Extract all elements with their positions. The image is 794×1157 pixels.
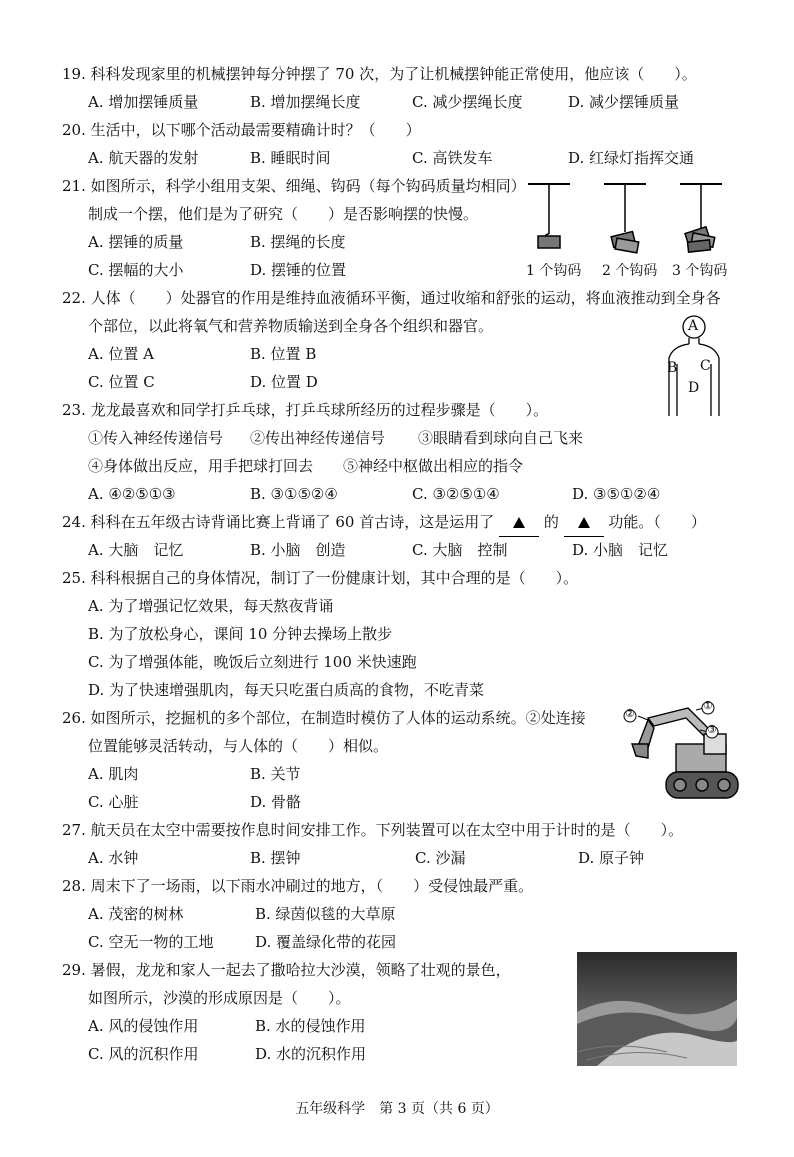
q19-opt-d: D. 减少摆锤质量 bbox=[568, 93, 680, 111]
pendulum-3 bbox=[680, 184, 722, 252]
excavator-label-2: ② bbox=[625, 707, 635, 720]
q20-opt-c: C. 高铁发车 bbox=[412, 149, 493, 167]
q23-opt-b: B. ③①⑤②④ bbox=[250, 485, 338, 503]
q25-opt-c: C. 为了增强体能，晚饭后立刻进行 100 米快速跑 bbox=[88, 653, 417, 671]
q25-opt-d: D. 为了快速增强肌肉，每天只吃蛋白质高的食物，不吃青菜 bbox=[88, 681, 485, 699]
q19-opt-b: B. 增加摆绳长度 bbox=[250, 93, 361, 111]
q23-stem: 23. 龙龙最喜欢和同学打乒乓球，打乒乓球所经历的过程步骤是（ ）。 bbox=[62, 401, 549, 419]
body-label-a: A bbox=[688, 318, 699, 334]
excavator-figure bbox=[618, 698, 742, 804]
q27-opt-a: A. 水钟 bbox=[88, 849, 139, 867]
q26-opt-b: B. 关节 bbox=[250, 765, 301, 783]
q20-opt-a: A. 航天器的发射 bbox=[88, 149, 199, 167]
q23-opt-a: A. ④②⑤①③ bbox=[88, 485, 176, 503]
q26-opt-c: C. 心脏 bbox=[88, 793, 139, 811]
q22-opt-c: C. 位置 C bbox=[88, 373, 155, 391]
caption-1-weight: 1 个钩码 bbox=[526, 263, 582, 279]
excavator-label-1: ① bbox=[703, 699, 713, 712]
q25-opt-b: B. 为了放松身心，课间 10 分钟去操场上散步 bbox=[88, 625, 393, 643]
triangle-icon bbox=[513, 517, 525, 528]
body-label-d: D bbox=[688, 380, 700, 396]
q21-opt-d: D. 摆锤的位置 bbox=[250, 261, 347, 279]
q21-stem-line1: 21. 如图所示，科学小组用支架、细绳、钩码（每个钩码质量均相同） bbox=[62, 177, 526, 195]
q22-opt-a: A. 位置 A bbox=[88, 345, 154, 363]
q29-stem-line1: 29. 暑假，龙龙和家人一起去了撒哈拉大沙漠，领略了壮观的景色， bbox=[62, 961, 511, 979]
pendulum-figure bbox=[520, 178, 740, 258]
q28-opt-a: A. 茂密的树林 bbox=[88, 905, 184, 923]
q24-stem-part2: 的 bbox=[543, 513, 559, 531]
q29-opt-d: D. 水的沉积作用 bbox=[255, 1045, 367, 1063]
excavator-label-3: ③ bbox=[707, 723, 717, 736]
pendulum-1 bbox=[528, 184, 570, 248]
q24-stem bbox=[62, 508, 706, 537]
q28-stem: 28. 周末下了一场雨，以下雨水冲刷过的地方，（ ）受侵蚀最严重。 bbox=[62, 877, 534, 895]
q23-step-3: ③眼睛看到球向自己飞来 bbox=[418, 429, 584, 447]
page-footer: 五年级科学 第 3 页（共 6 页） bbox=[295, 1101, 499, 1117]
q27-opt-d: D. 原子钟 bbox=[578, 849, 645, 867]
q24-stem-part3: 功能。（ ） bbox=[608, 513, 706, 531]
q22-stem-line2: 个部位，以此将氧气和营养物质输送到全身各个组织和器官。 bbox=[88, 317, 494, 335]
q26-opt-d: D. 骨骼 bbox=[250, 793, 302, 811]
q26-stem-line1: 26. 如图所示，挖掘机的多个部位，在制造时模仿了人体的运动系统。②处连接 bbox=[62, 709, 586, 727]
q23-step-2: ②传出神经传递信号 bbox=[250, 429, 386, 447]
q28-opt-c: C. 空无一物的工地 bbox=[88, 933, 214, 951]
q29-opt-a: A. 风的侵蚀作用 bbox=[88, 1017, 199, 1035]
q23-step-1: ①传入神经传递信号 bbox=[88, 429, 224, 447]
q20-opt-b: B. 睡眠时间 bbox=[250, 149, 331, 167]
q19-opt-c: C. 减少摆绳长度 bbox=[412, 93, 523, 111]
q24-opt-b: B. 小脑 创造 bbox=[250, 541, 346, 559]
triangle-icon bbox=[578, 517, 590, 528]
q23-opt-c: C. ③②⑤①④ bbox=[412, 485, 500, 503]
q24-blank-2 bbox=[564, 508, 604, 537]
q24-opt-a: A. 大脑 记忆 bbox=[88, 541, 184, 559]
q26-stem-line2: 位置能够灵活转动，与人体的（ ）相似。 bbox=[88, 737, 389, 755]
q21-opt-b: B. 摆绳的长度 bbox=[250, 233, 346, 251]
q24-opt-d: D. 小脑 记忆 bbox=[572, 541, 669, 559]
q20-opt-d: D. 红绿灯指挥交通 bbox=[568, 149, 695, 167]
q21-opt-a: A. 摆锤的质量 bbox=[88, 233, 184, 251]
q28-opt-d: D. 覆盖绿化带的花园 bbox=[255, 933, 397, 951]
q25-stem: 25. 科科根据自己的身体情况，制订了一份健康计划，其中合理的是（ ）。 bbox=[62, 569, 579, 587]
q23-opt-d: D. ③⑤①②④ bbox=[572, 485, 661, 503]
q24-opt-c: C. 大脑 控制 bbox=[412, 541, 508, 559]
pendulum-2 bbox=[604, 184, 646, 253]
q28-opt-b: B. 绿茵似毯的大草原 bbox=[255, 905, 396, 923]
q24-stem-part1: 24. 科科在五年级古诗背诵比赛上背诵了 60 首古诗，这是运用了 bbox=[62, 513, 495, 531]
q29-opt-c: C. 风的沉积作用 bbox=[88, 1045, 199, 1063]
q22-stem-line1: 22. 人体（ ）处器官的作用是维持血液循环平衡，通过收缩和舒张的运动，将血液推动到全身各 bbox=[62, 289, 721, 307]
q19-stem: 19. 科科发现家里的机械摆钟每分钟摆了 70 次，为了让机械摆钟能正常使用，他应该（ ）。 bbox=[62, 65, 697, 83]
q29-stem-line2: 如图所示，沙漠的形成原因是（ ）。 bbox=[88, 989, 351, 1007]
q20-stem: 20. 生活中，以下哪个活动最需要精确计时？（ ） bbox=[62, 121, 421, 139]
q19-opt-a: A. 增加摆锤质量 bbox=[88, 93, 199, 111]
q22-opt-b: B. 位置 B bbox=[250, 345, 317, 363]
q21-opt-c: C. 摆幅的大小 bbox=[88, 261, 184, 279]
caption-3-weights: 3 个钩码 bbox=[672, 263, 728, 279]
q27-stem: 27. 航天员在太空中需要按作息时间安排工作。下列装置可以在太空中用于计时的是（ ）。 bbox=[62, 821, 684, 839]
desert-photo bbox=[577, 952, 737, 1066]
q27-opt-c: C. 沙漏 bbox=[415, 849, 466, 867]
q23-step-4: ④身体做出反应，用手把球打回去 bbox=[88, 457, 314, 475]
caption-2-weights: 2 个钩码 bbox=[602, 263, 658, 279]
q26-opt-a: A. 肌肉 bbox=[88, 765, 139, 783]
body-label-c: C bbox=[700, 358, 711, 374]
q22-opt-d: D. 位置 D bbox=[250, 373, 318, 391]
q29-opt-b: B. 水的侵蚀作用 bbox=[255, 1017, 366, 1035]
q23-step-5: ⑤神经中枢做出相应的指令 bbox=[343, 457, 524, 475]
q25-opt-a: A. 为了增强记忆效果，每天熬夜背诵 bbox=[88, 597, 334, 615]
body-label-b: B bbox=[667, 360, 678, 376]
q27-opt-b: B. 摆钟 bbox=[250, 849, 301, 867]
q24-blank-1 bbox=[499, 508, 539, 537]
q21-stem-line2: 制成一个摆，他们是为了研究（ ）是否影响摆的快慢。 bbox=[88, 205, 479, 223]
